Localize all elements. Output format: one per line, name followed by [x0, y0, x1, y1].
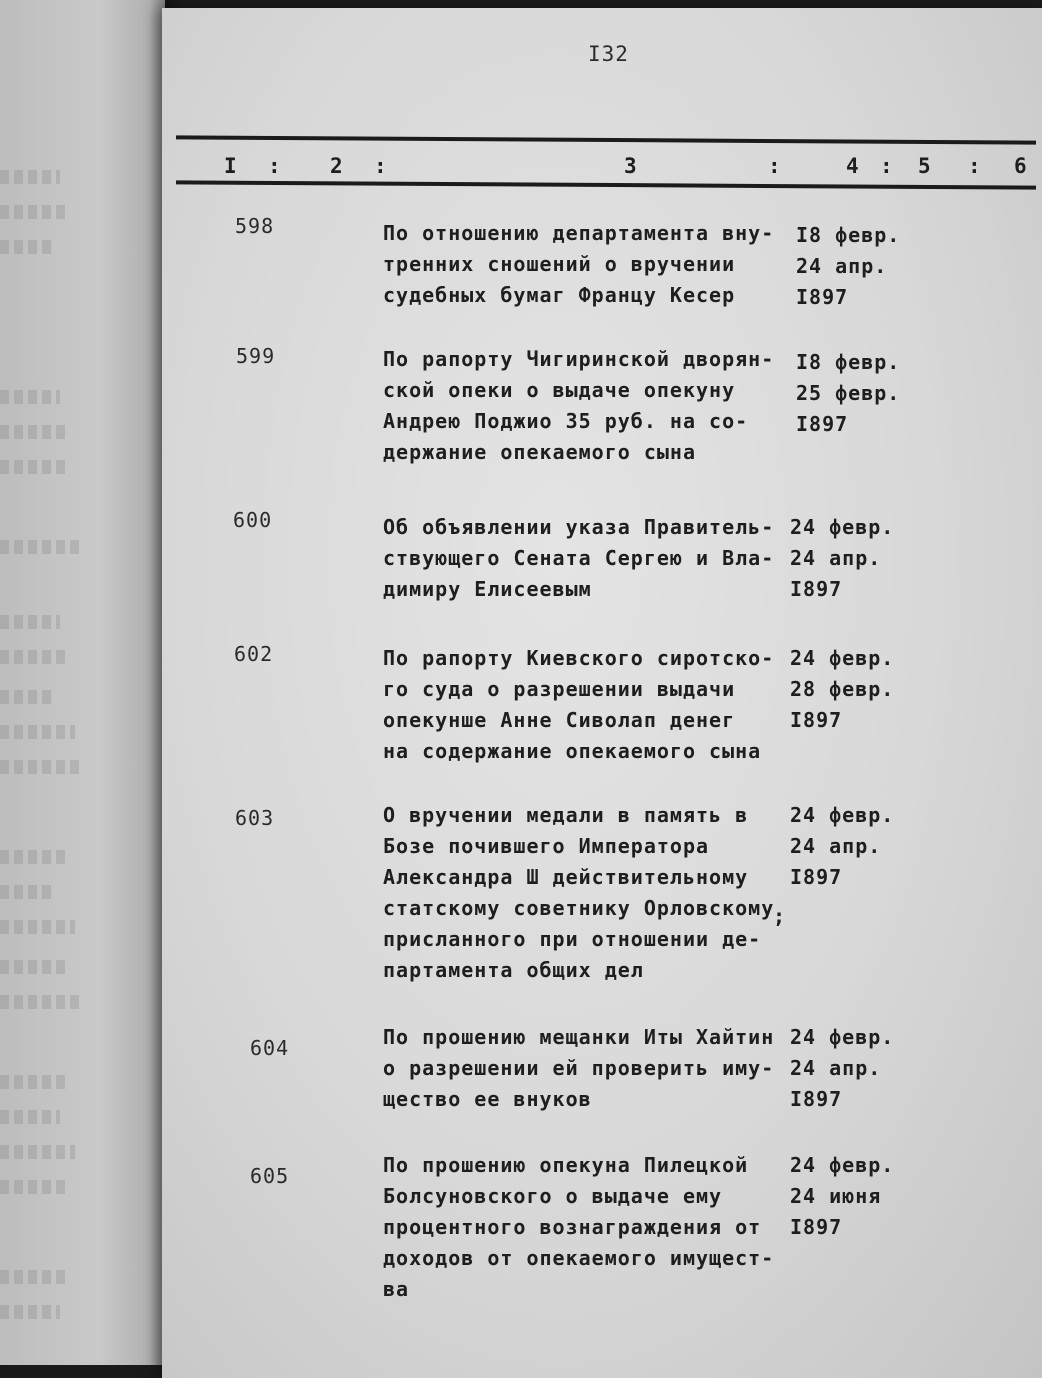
ghost-text — [0, 1180, 65, 1194]
entry-dates — [796, 347, 900, 440]
description-line: доходов от опекаемого имущест- — [383, 1246, 775, 1270]
column-header-2: 2 — [330, 154, 344, 178]
description-line: Андрею Поджио 35 руб. на со- — [383, 409, 749, 433]
ghost-text — [0, 1305, 60, 1319]
description-line: статскому советнику Орловскому — [383, 896, 775, 920]
ghost-text — [0, 850, 65, 864]
ghost-text — [0, 995, 80, 1009]
ghost-text — [0, 205, 70, 219]
ghost-text — [0, 725, 75, 739]
entry-description — [383, 512, 803, 605]
entry-dates — [790, 1022, 894, 1115]
facing-page-edge — [0, 0, 165, 1365]
entry-description — [383, 1022, 803, 1115]
ghost-text — [0, 885, 55, 899]
entry-description — [383, 643, 803, 767]
date-line: 24 апр. — [790, 1056, 882, 1080]
description-line: щество ее внуков — [383, 1087, 592, 1111]
entry-dates — [790, 1150, 894, 1243]
description-line: ва — [383, 1277, 410, 1301]
description-line: Болсуновского о выдаче ему — [383, 1184, 723, 1208]
ghost-text — [0, 1075, 70, 1089]
ghost-text — [0, 425, 70, 439]
date-line: I897 — [790, 708, 843, 732]
date-line: 24 февр. — [790, 803, 895, 827]
date-line: 24 февр. — [790, 1153, 895, 1177]
column-separator: : — [880, 154, 894, 178]
column-separator: : — [374, 154, 388, 178]
entry-dates — [790, 643, 894, 736]
ghost-text — [0, 540, 80, 554]
date-line: 24 апр. — [790, 834, 882, 858]
date-line: I897 — [790, 1215, 843, 1239]
column-header-6: 6 — [1014, 154, 1028, 178]
description-line: тренних сношений о вручении — [383, 252, 736, 276]
description-line: Александра Ш действительному — [383, 865, 749, 889]
date-line: 24 февр. — [790, 515, 895, 539]
entry-number: 604 — [250, 1036, 290, 1060]
ghost-text — [0, 1145, 75, 1159]
date-line: 24 февр. — [790, 646, 895, 670]
entry-dates — [796, 220, 900, 313]
entry-dates — [790, 800, 894, 893]
entry-number: 599 — [236, 344, 276, 368]
ghost-text — [0, 1270, 70, 1284]
column-separator: : — [268, 154, 282, 178]
description-line: По прошению мещанки Иты Хайтин — [383, 1025, 775, 1049]
page-number: I32 — [588, 42, 629, 66]
ghost-text — [0, 690, 55, 704]
date-line: I897 — [790, 577, 843, 601]
description-line: присланного при отношении де- — [383, 927, 762, 951]
column-header-1: I — [224, 154, 238, 178]
date-line: 25 февр. — [796, 381, 901, 405]
ghost-text — [0, 460, 65, 474]
entry-number: 602 — [234, 642, 274, 666]
description-line: ской опеки о выдаче опекуну — [383, 378, 736, 402]
entry-description — [383, 218, 803, 311]
date-line: 24 апр. — [796, 254, 888, 278]
entry-number: 603 — [235, 806, 275, 830]
description-line: партамента общих дел — [383, 958, 644, 982]
date-line: I897 — [796, 285, 849, 309]
entry-description — [383, 800, 803, 986]
ghost-text — [0, 240, 55, 254]
date-line: I897 — [796, 412, 849, 436]
description-line: процентного вознаграждения от — [383, 1215, 762, 1239]
entry-dates — [790, 512, 894, 605]
trailing-mark: ; — [773, 904, 787, 928]
description-line: По прошению опекуна Пилецкой — [383, 1153, 749, 1177]
entry-description — [383, 1150, 803, 1305]
date-line: 24 февр. — [790, 1025, 895, 1049]
description-line: О вручении медали в память в — [383, 803, 749, 827]
description-line: Об объявлении указа Правитель- — [383, 515, 775, 539]
date-line: 24 апр. — [790, 546, 882, 570]
description-line: на содержание опекаемого сына — [383, 739, 762, 763]
column-header-4: 4 — [846, 154, 860, 178]
description-line: опекунше Анне Сиволап денег — [383, 708, 736, 732]
ghost-text — [0, 615, 60, 629]
ghost-text — [0, 170, 60, 184]
column-header-5: 5 — [918, 154, 932, 178]
description-line: По рапорту Чигиринской дворян- — [383, 347, 775, 371]
column-separator: : — [768, 154, 782, 178]
description-line: держание опекаемого сына — [383, 440, 696, 464]
description-line: судебных бумаг Францу Кесер — [383, 283, 736, 307]
description-line: димиру Елисеевым — [383, 577, 592, 601]
entry-number: 598 — [235, 214, 275, 238]
date-line: I897 — [790, 865, 843, 889]
entry-number: 600 — [233, 508, 273, 532]
ghost-text — [0, 920, 75, 934]
description-line: ствующего Сената Сергею и Вла- — [383, 546, 775, 570]
description-line: о разрешении ей проверить иму- — [383, 1056, 775, 1080]
description-line: Бозе почившего Императора — [383, 834, 710, 858]
description-line: По рапорту Киевского сиротско- — [383, 646, 775, 670]
entry-number: 605 — [250, 1164, 290, 1188]
date-line: 24 июня — [790, 1184, 882, 1208]
ghost-text — [0, 390, 60, 404]
ghost-text — [0, 760, 80, 774]
entry-description — [383, 344, 803, 468]
date-line: 28 февр. — [790, 677, 895, 701]
ghost-text — [0, 650, 70, 664]
ghost-text — [0, 1110, 60, 1124]
date-line: I8 февр. — [796, 350, 901, 374]
description-line: По отношению департамента вну- — [383, 221, 775, 245]
date-line: I897 — [790, 1087, 843, 1111]
column-header-3: 3 — [624, 154, 638, 178]
description-line: го суда о разрешении выдачи — [383, 677, 736, 701]
column-separator: : — [968, 154, 982, 178]
date-line: I8 февр. — [796, 223, 901, 247]
ghost-text — [0, 960, 70, 974]
